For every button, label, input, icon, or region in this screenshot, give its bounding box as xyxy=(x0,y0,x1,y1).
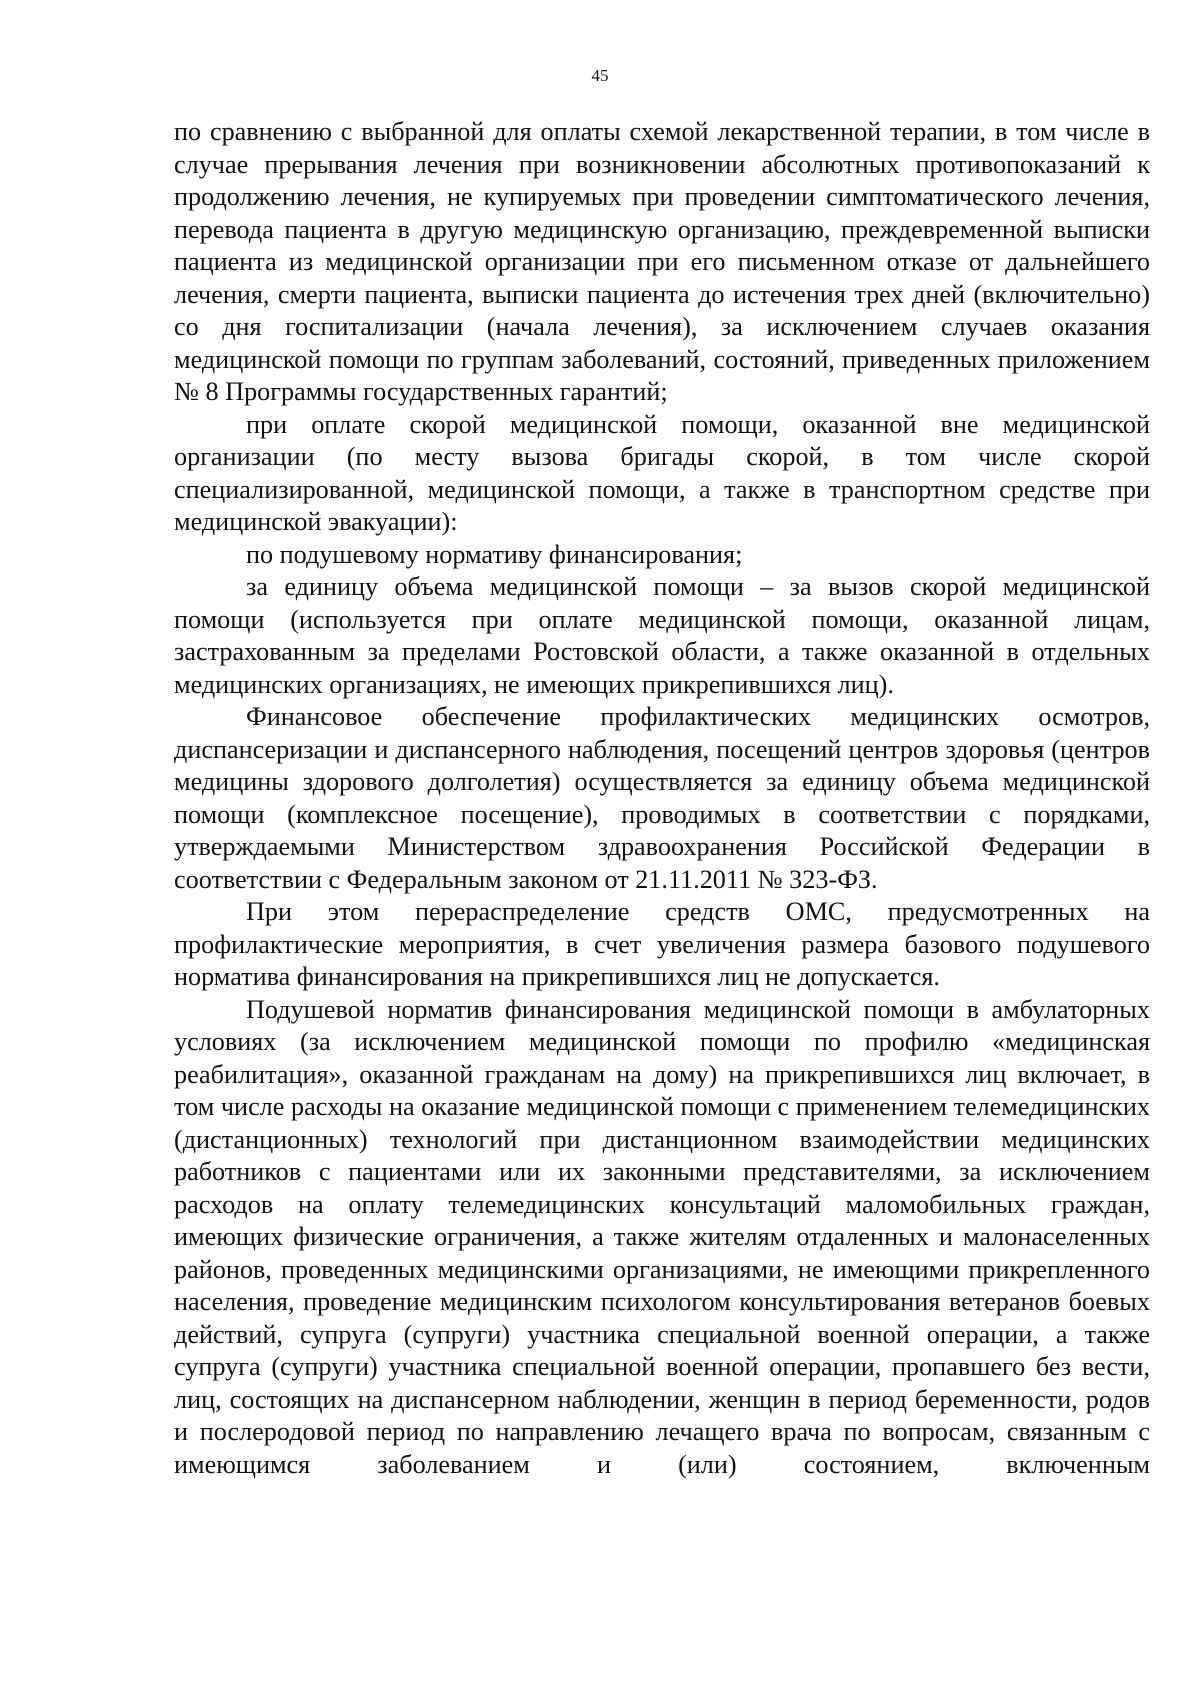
paragraph-per-capita: по подушевому нормативу финансирования; xyxy=(246,539,743,569)
paragraph-preventive-financing: Финансовое обеспечение профилактических медицинских осмотров, диспансеризации и диспансерного наблюдения, посещений центров здоровья (центров медицины здорового долголетия) осуществляется за единицу объема медицинской помощи (комплексное посещение), проводимых в соответствии с порядками, утверждаемыми Министерством здравоохранения Российской Федерации в соответствии с Федеральным законом от 21.11.2011 № 323-ФЗ. xyxy=(174,702,1150,894)
page-number: 45 xyxy=(591,66,609,85)
document-body xyxy=(174,116,1150,1481)
paragraph-ambulance-payment: при оплате скорой медицинской помощи, оказанной вне медицинской организации (по месту вызова бригады скорой, в том числе скорой специализированной, медицинской помощи, а также в транспортном средстве при медицинской эвакуации): xyxy=(174,409,1150,536)
paragraph-continuation: по сравнению с выбранной для оплаты схемой лекарственной терапии, в том числе в случае прерывания лечения при возникновении абсолютных противопоказаний к продолжению лечения, не купируемых при проведении симптоматического лечения, перевода пациента в другую медицинскую организацию, преждевременной выписки пациента из медицинской организации при его письменном отказе от дальнейшего лечения, смерти пациента, выписки пациента до истечения трех дней (включительно) со дня госпитализации (начала лечения), за исключением случаев оказания медицинской помощи по группам заболеваний, состояний, приведенных приложением № 8 Программы государственных гарантий; xyxy=(174,117,1150,406)
paragraph-outpatient-norm: Подушевой норматив финансирования медицинской помощи в амбулаторных условиях (за исключением медицинской помощи по профилю «медицинская реабилитация», оказанной гражданам на дому) на прикрепившихся лиц включает, в том числе расходы на оказание медицинской помощи с применением телемедицинских (дистанционных) технологий при дистанционном взаимодействии медицинских работников с пациентами или их законными представителями, за исключением расходов на оплату телемедицинских консультаций маломобильных граждан, имеющих физические ограничения, а также жителям отдаленных и малонаселенных районов, проведенных медицинскими организациями, не имеющими прикрепленного населения, проведение медицинским психологом консультирования ветеранов боевых действий, супруга (супруги) участника специальной военной операции, а также супруга (супруги) участника специальной военной операции, пропавшего без вести, лиц, состоящих на диспансерном наблюдении, женщин в период беременности, родов и послеродовой период по направлению лечащего врача по вопросам, связанным с имеющимся заболеванием и (или) состоянием, включенным xyxy=(174,994,1150,1479)
paragraph-per-call: за единицу объема медицинской помощи – за вызов скорой медицинской помощи (используется при оплате медицинской помощи, оказанной лицам, застрахованным за пределами Ростовской области, а также оказанной в отдельных медицинских организациях, не имеющих прикрепившихся лиц). xyxy=(174,572,1150,699)
paragraph-redistribution: При этом перераспределение средств ОМС, предусмотренных на профилактические мероприятия, в счет увеличения размера базового подушевого норматива финансирования на прикрепившихся лиц не допускается. xyxy=(174,897,1150,991)
